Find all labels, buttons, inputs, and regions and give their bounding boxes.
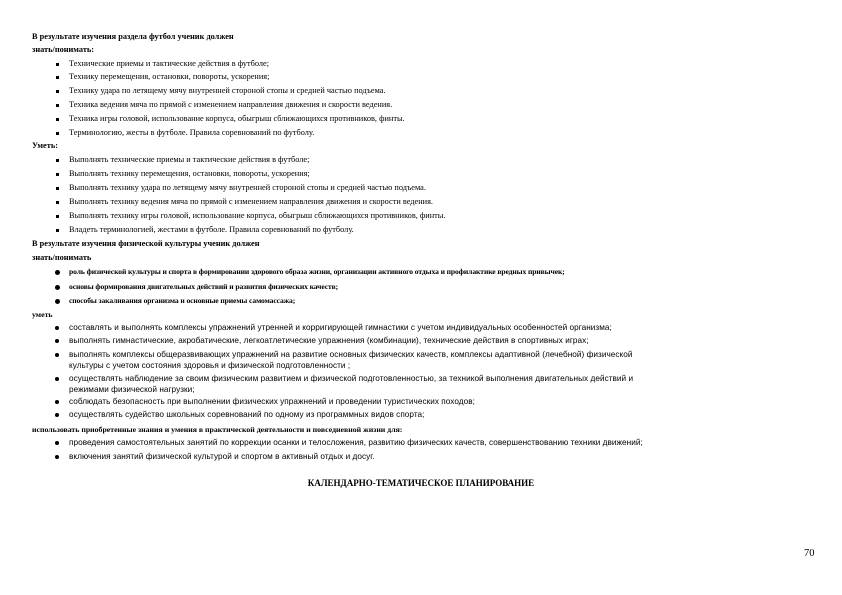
list-item-continuation: режимами физической нагрузки; <box>69 385 195 394</box>
list-item: Техника игры головой, использование корпуса, обыгрыш сближающихся противников, финты. <box>69 114 405 123</box>
section1-can-label: Уметь: <box>32 141 58 150</box>
list-item: осуществлять судейство школьных соревнований по одному из программных видов спорта; <box>69 410 425 419</box>
list-item: включения занятий физической культурой и спортом в активный отдых и досуг. <box>69 452 375 461</box>
list-item: выполнять комплексы общеразвивающих упражнений на развитие основных физических качеств, комплексы адаптивной (лечебной) физической <box>69 350 633 359</box>
list-item: Терминологию, жесты в футболе. Правила соревнований по футболу. <box>69 128 315 137</box>
section2-title: В результате изучения физической культуры ученик должен <box>32 239 260 248</box>
section1-title: В результате изучения раздела футбол ученик должен <box>32 32 234 41</box>
section2-use-label: использовать приобретенные знания и умения в практической деятельности и повседневной жизни для: <box>32 425 403 434</box>
list-item: Выполнять технику ведения мяча по прямой с изменением направления движения и скорости ведения. <box>69 197 433 206</box>
page-number: 70 <box>804 548 815 559</box>
bullet-icon <box>55 270 60 275</box>
bullet-icon <box>55 455 59 459</box>
list-item: соблюдать безопасность при выполнении физических упражнений и проведении туристических походов; <box>69 397 475 406</box>
bullet-icon <box>55 441 59 445</box>
list-item: Технику удара по летящему мячу внутренней стороной стопы и средней частью подъема. <box>69 86 386 95</box>
list-item: Технику перемещения, остановки, повороты, ускорения; <box>69 72 270 81</box>
section2-know-label: знать/понимать <box>32 253 92 262</box>
list-item: Владеть терминологией, жестами в футболе. Правила соревнований по футболу. <box>69 225 354 234</box>
section2-can-label: уметь <box>32 310 53 319</box>
list-item: роль физической культуры и спорта в формировании здорового образа жизни, организации активного отдыха и профилактике вредных привычек; <box>69 267 565 276</box>
bullet-icon <box>55 413 59 417</box>
bullet-icon <box>55 326 59 330</box>
list-item: Технические приемы и тактические действия в футболе; <box>69 59 270 68</box>
bullet-icon <box>55 285 60 290</box>
section1-know-label: знать/понимать: <box>32 45 95 54</box>
list-item: Выполнять технику удара по летящему мячу внутренней стороной стопы и средней частью подъема. <box>69 183 426 192</box>
list-item: проведения самостоятельных занятий по коррекции осанки и телосложения, развитию физических качеств, совершенствованию техники движений; <box>69 438 643 447</box>
list-item: Выполнять технику игры головой, использование корпуса, обыгрыш сближающихся противников, финты. <box>69 211 446 220</box>
bullet-icon <box>55 299 60 304</box>
list-item: выполнять гимнастические, акробатические, легкоатлетические упражнения (комбинации), технические действия в спортивных играх; <box>69 336 589 345</box>
list-item: основы формирования двигательных действий и развития физических качеств; <box>69 282 339 291</box>
bullet-icon <box>55 400 59 404</box>
section-heading: КАЛЕНДАРНО-ТЕМАТИЧЕСКОЕ ПЛАНИРОВАНИЕ <box>307 478 535 488</box>
list-item: осуществлять наблюдение за своим физическим развитием и физической подготовленностью, за техникой выполнения двигательных действий и <box>69 374 634 383</box>
list-item: Выполнять технику перемещения, остановки, повороты, ускорения; <box>69 169 310 178</box>
list-item: способы закаливания организма и основные приемы самомассажа; <box>69 296 296 305</box>
bullet-icon <box>55 339 59 343</box>
bullet-icon <box>55 353 59 357</box>
list-item: составлять и выполнять комплексы упражнений утренней и корригирующей гимнастики с учетом индивидуальных особенностей организма; <box>69 323 612 332</box>
list-item: Выполнять технические приемы и тактические действия в футболе; <box>69 155 310 164</box>
list-item: Техника ведения мяча по прямой с изменением направления движения и скорости ведения. <box>69 100 393 109</box>
list-item-continuation: культуры с учетом состояния здоровья и физической подготовленности ; <box>69 361 351 370</box>
bullet-icon <box>55 377 59 381</box>
